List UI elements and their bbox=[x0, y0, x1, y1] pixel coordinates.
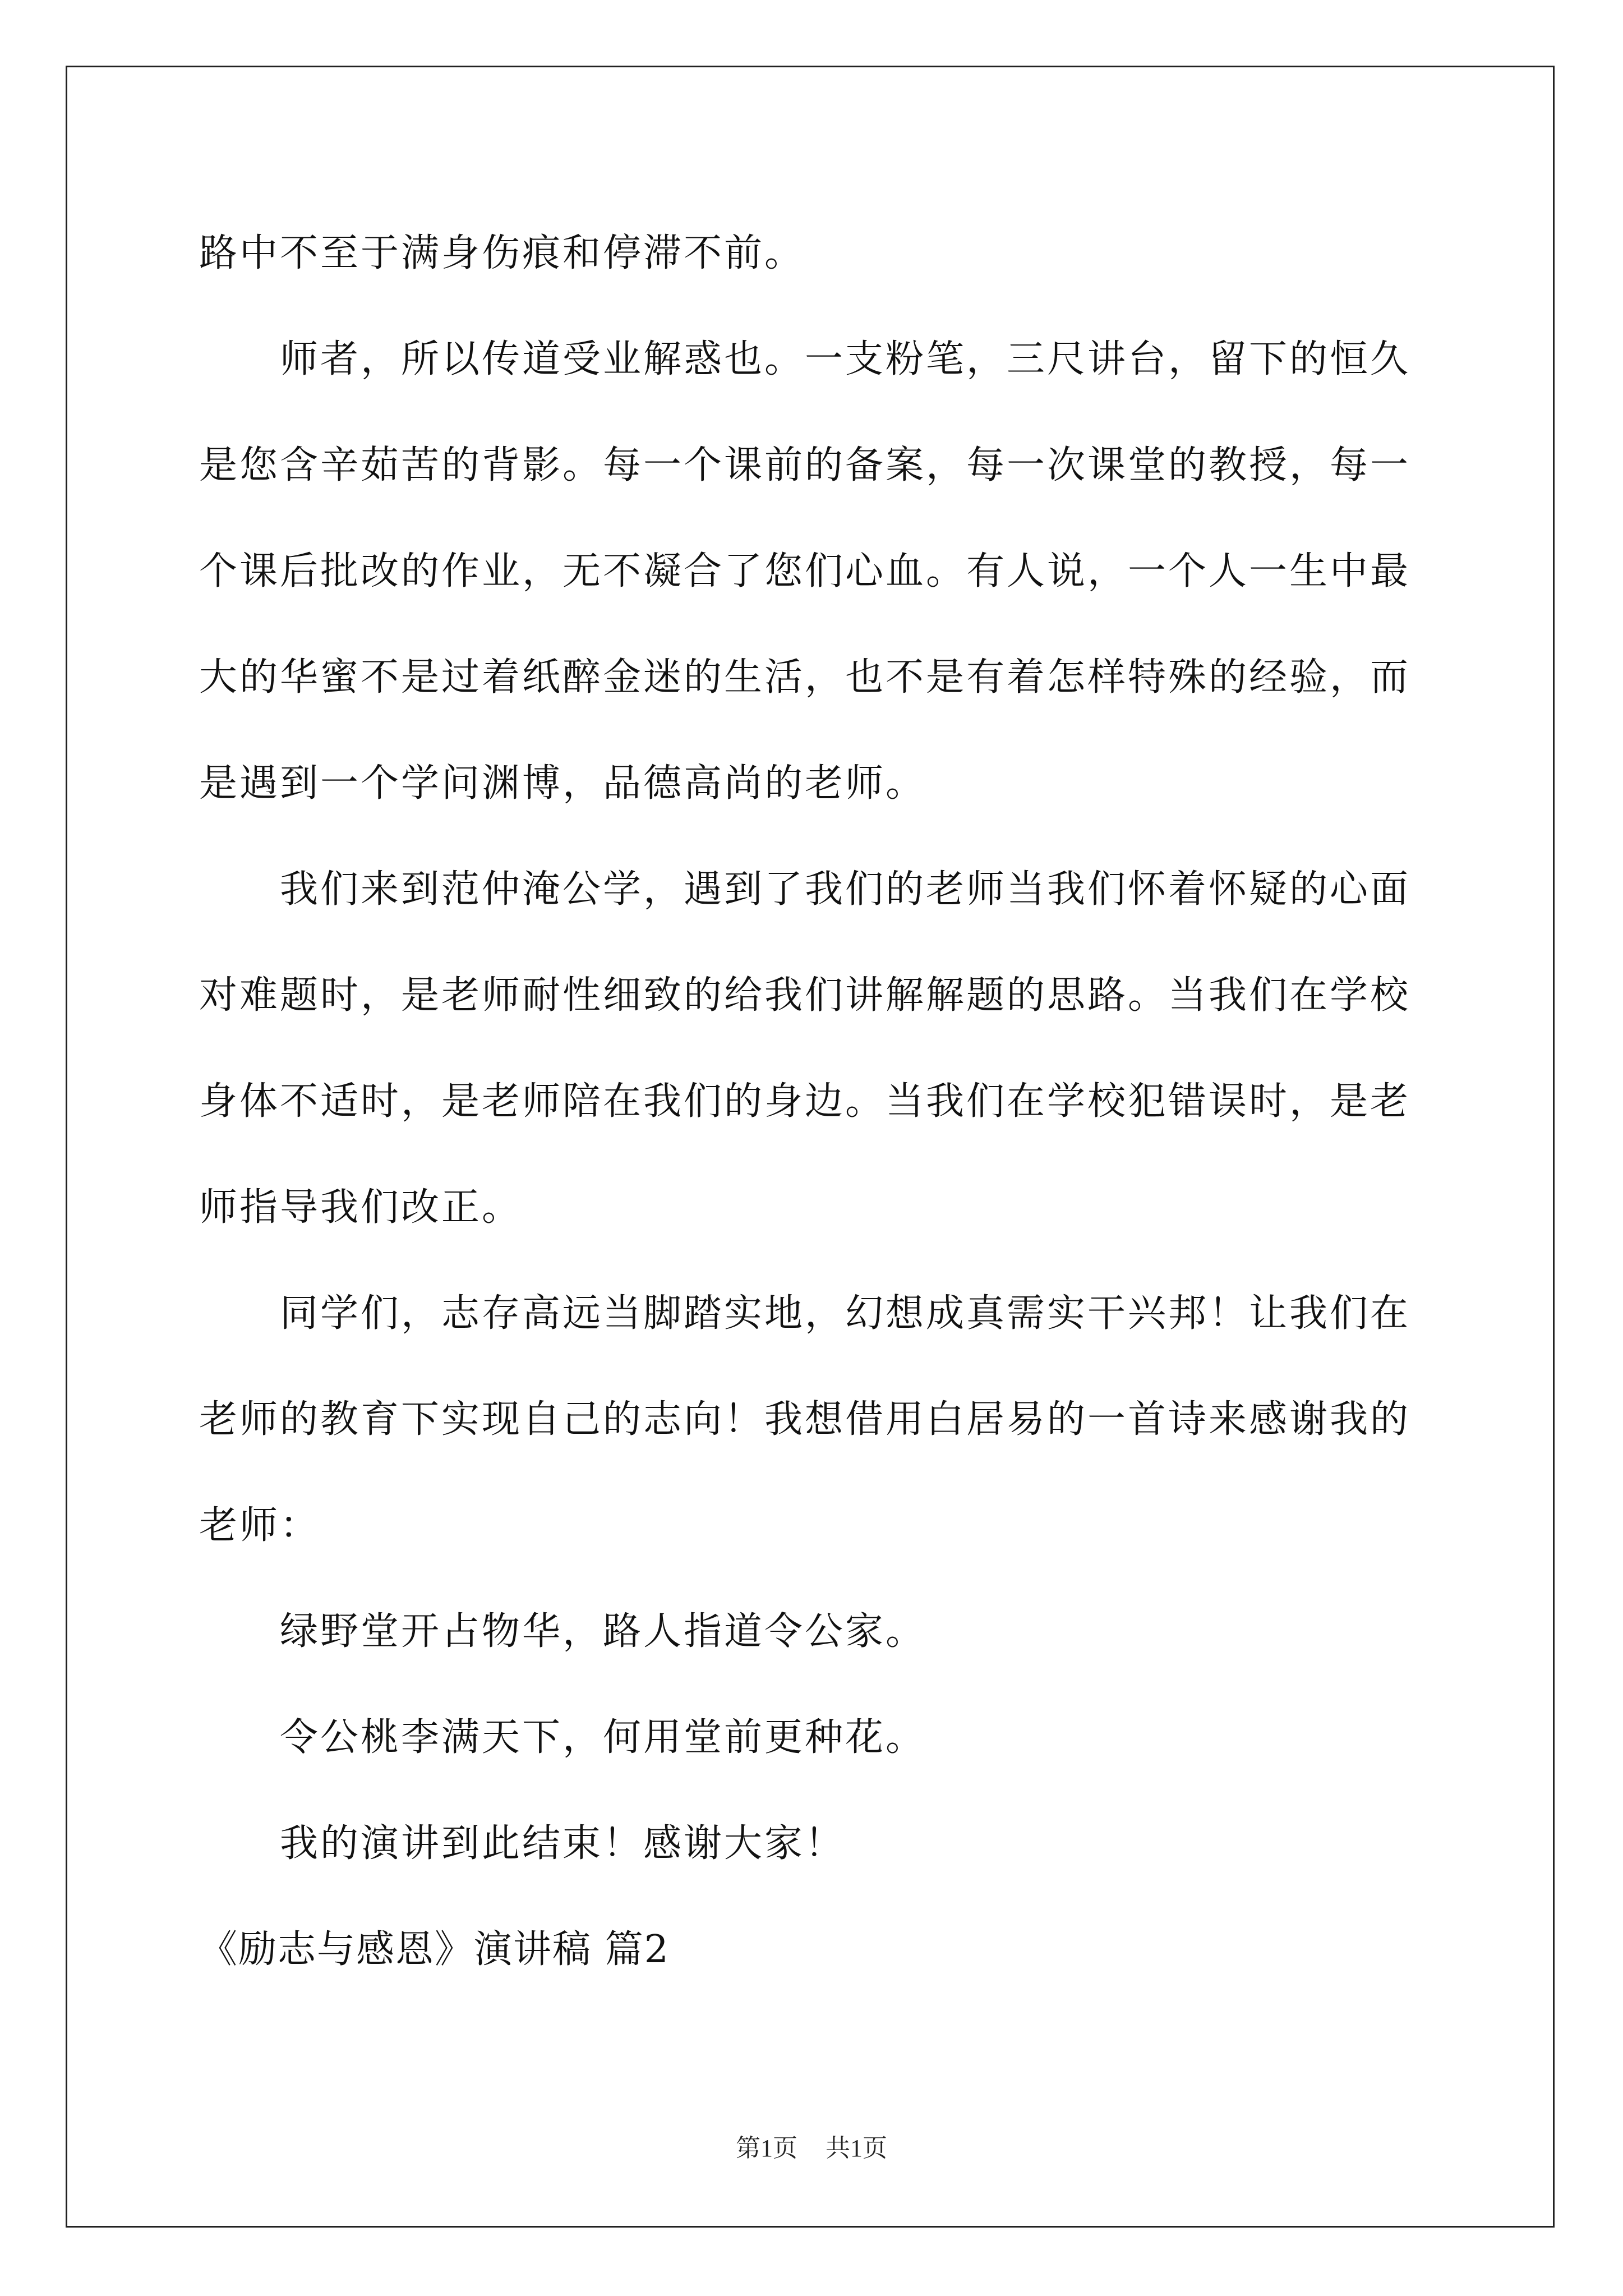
paragraph-line: 大的华蜜不是过着纸醉金迷的生活，也不是有着怎样特殊的经验，而 bbox=[199, 655, 1411, 700]
paragraph-line: 是您含辛茹苦的背影。每一个课前的备案，每一次课堂的教授，每一 bbox=[199, 443, 1411, 487]
paragraph-line: 师者，所以传道受业解惑也。一支粉笔，三尺讲台，留下的恒久 bbox=[199, 337, 1411, 381]
page-footer bbox=[0, 2133, 1623, 2164]
poem-line: 绿野堂开占物华，路人指道令公家。 bbox=[199, 1609, 926, 1654]
paragraph-line: 对难题时，是老师耐性细致的给我们讲解解题的思路。当我们在学校 bbox=[199, 973, 1411, 1018]
page-border bbox=[66, 66, 1555, 2228]
paragraph-line: 同学们，志存高远当脚踏实地，幻想成真需实干兴邦！让我们在 bbox=[199, 1291, 1411, 1336]
paragraph-line: 路中不至于满身伤痕和停滞不前。 bbox=[199, 231, 805, 275]
page-total: 共1页 bbox=[826, 2134, 887, 2162]
poem-line: 令公桃李满天下，何用堂前更种花。 bbox=[199, 1715, 926, 1760]
paragraph-line: 个课后批改的作业，无不凝合了您们心血。有人说，一个人一生中最 bbox=[199, 549, 1411, 593]
paragraph-line: 师指导我们改正。 bbox=[199, 1185, 523, 1230]
paragraph-line: 老师： bbox=[199, 1503, 321, 1548]
paragraph-line: 老师的教育下实现自己的志向！我想借用白居易的一首诗来感谢我的 bbox=[199, 1397, 1411, 1442]
paragraph-line: 我们来到范仲淹公学，遇到了我们的老师当我们怀着怀疑的心面 bbox=[199, 867, 1411, 912]
paragraph-line: 身体不适时，是老师陪在我们的身边。当我们在学校犯错误时，是老 bbox=[199, 1079, 1411, 1124]
section-heading: 《励志与感恩》演讲稿 篇2 bbox=[199, 1927, 670, 1972]
paragraph-line: 是遇到一个学问渊博，品德高尚的老师。 bbox=[199, 761, 926, 806]
closing-line: 我的演讲到此结束！感谢大家！ bbox=[199, 1821, 846, 1866]
page-number: 第1页 bbox=[736, 2134, 797, 2162]
